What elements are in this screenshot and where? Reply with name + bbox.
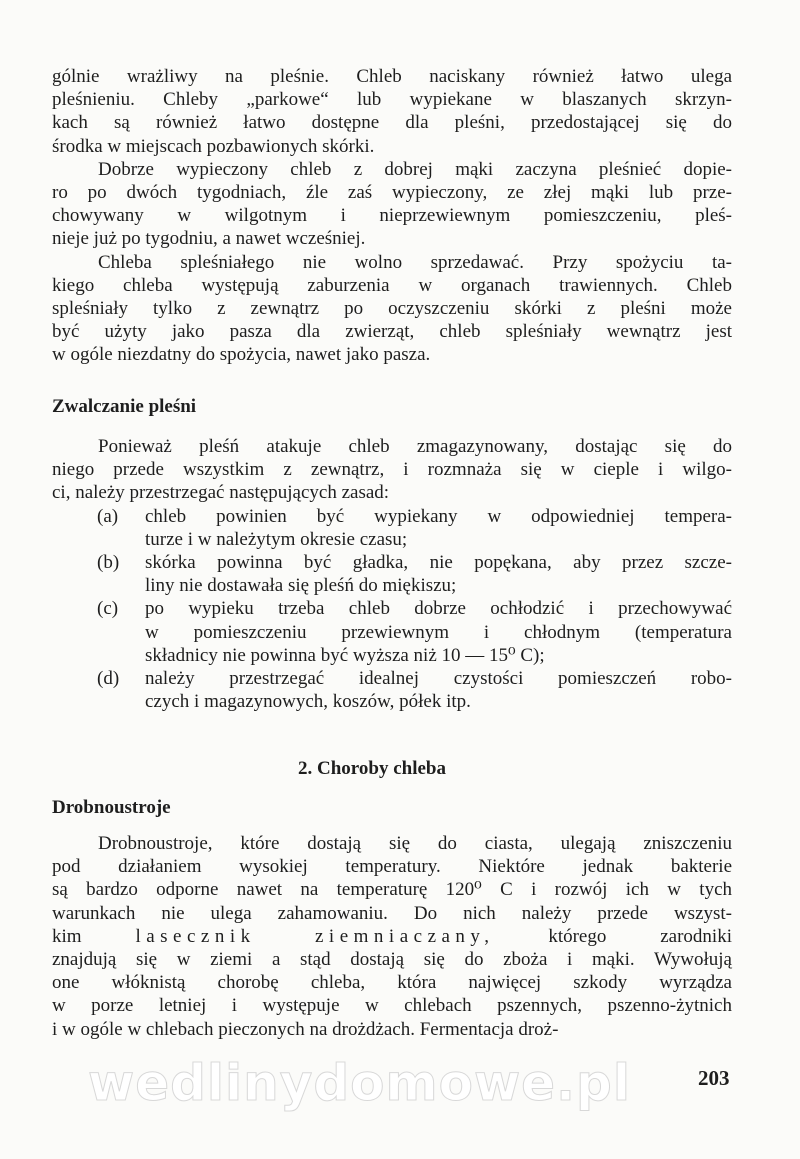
paragraph — [52, 65, 732, 158]
text-line: składnicy nie powinna być wyższa niż 10 — 15⁰ C); — [145, 644, 545, 666]
text-line: kiego chleba występują zaburzenia w organach trawiennych. Chleb — [52, 274, 732, 296]
paragraph — [52, 832, 732, 925]
watermark: wedlinydomowe.pl — [88, 1054, 631, 1112]
text-line: po wypieku trzeba chleb dobrze ochłodzić i przechowywać — [145, 598, 732, 620]
text-line: i w ogóle w chlebach pieczonych na drożdżach. Fermentacja droż- — [52, 1018, 559, 1040]
text-line: pod działaniem wysokiej temperatury. Niektóre jednak bakterie — [52, 856, 732, 878]
list-item-label: (c) — [97, 598, 119, 620]
text-line: Drobnoustroje, które dostają się do ciasta, ulegają zniszczeniu — [98, 833, 732, 854]
page-number: 203 — [698, 1066, 730, 1090]
list-item-label: (d) — [97, 668, 120, 690]
text-line: środka w miejscach pozbawionych skórki. — [52, 135, 375, 157]
body-text-top — [52, 65, 732, 367]
list-item-label: (a) — [97, 505, 119, 527]
text-line: czych i magazynowych, koszów, półek itp. — [145, 691, 471, 713]
text-line: ro po dwóch tygodniach, źle zaś wypieczony, ze złej mąki lub prze- — [52, 182, 732, 204]
text-line: w porze letniej i występuje w chlebach pszennych, pszenno-żytnich — [52, 995, 732, 1017]
text-line: chleb powinien być wypiekany w odpowiedniej tempera- — [145, 505, 732, 527]
list-item — [52, 667, 732, 713]
text-line: być użyty jako pasza dla zwierząt, chleb spleśniały wewnątrz jest — [52, 321, 732, 343]
list-item-label: (b) — [97, 552, 120, 574]
text-line: turze i w należytym okresie czasu; — [145, 528, 408, 550]
text-line: Dobrze wypieczony chleb z dobrej mąki zaczyna pleśnieć dopie- — [98, 158, 732, 180]
list-item — [52, 597, 732, 667]
paragraph — [52, 435, 732, 505]
text-line: skórka powinna być gładka, nie popękana, aby przez szcze- — [145, 552, 732, 574]
text-line: gólnie wrażliwy na pleśnie. Chleb naciskany również łatwo ulega — [52, 66, 732, 87]
spaced-term: lasecznik ziemniaczany, — [135, 925, 495, 947]
body-text-microbes — [52, 832, 732, 1041]
body-text-mold — [52, 435, 732, 713]
text-line: znajdują się w ziemi a stąd dostają się do zboża i mąki. Wywołują — [52, 949, 732, 971]
text-line: są bardzo odporne nawet na temperaturę 120⁰ C i rozwój ich w tych — [52, 879, 732, 901]
text-line: chowywany w wilgotnym i nieprzewiewnym pomieszczeniu, pleś- — [52, 205, 732, 227]
text-line: warunkach nie ulega zahamowaniu. Do nich należy przede wszyst- — [52, 902, 732, 924]
paragraph — [52, 948, 732, 1041]
text-span: którego zarodniki — [494, 925, 732, 947]
list-item — [52, 505, 732, 551]
section-title: 2. Choroby chleba — [298, 758, 446, 779]
text-line: w ogóle niezdatny do spożycia, nawet jako pasza. — [52, 344, 431, 366]
subheading-mold-control: Zwalczanie pleśni — [52, 396, 197, 417]
text-line: spleśniały tylko z zewnątrz po oczyszczeniu skórki z pleśni może — [52, 298, 732, 320]
text-line: należy przestrzegać idealnej czystości pomieszczeń robo- — [145, 668, 732, 690]
text-line: nieje już po tygodniu, a nawet wcześniej. — [52, 228, 366, 250]
text-line: Chleba spleśniałego nie wolno sprzedawać. Przy spożyciu ta- — [98, 251, 732, 273]
text-line: liny nie dostawała się pleśń do miękiszu; — [145, 575, 457, 597]
paragraph — [52, 158, 732, 251]
text-line: niego przede wszystkim z zewnątrz, i rozmnaża się w cieple i wilgo- — [52, 459, 732, 481]
text-line: pleśnieniu. Chleby „parkowe“ lub wypiekane w blaszanych skrzyn- — [52, 89, 732, 111]
paragraph — [52, 251, 732, 367]
text-line — [52, 925, 732, 948]
subheading-microbes: Drobnoustroje — [52, 797, 171, 818]
text-line: w pomieszczeniu przewiewnym i chłodnym (temperatura — [145, 621, 732, 643]
text-line: ci, należy przestrzegać następujących zasad: — [52, 482, 390, 504]
list-item — [52, 551, 732, 597]
text-line: one włóknistą chorobę chleba, która najwięcej szkody wyrządza — [52, 972, 732, 994]
text-line: kach są również łatwo dostępne dla pleśni, przedostającej się do — [52, 112, 732, 134]
rules-list — [52, 505, 732, 714]
text-line: Ponieważ pleśń atakuje chleb zmagazynowany, dostając się do — [98, 436, 732, 457]
text-span: kim — [52, 925, 136, 947]
